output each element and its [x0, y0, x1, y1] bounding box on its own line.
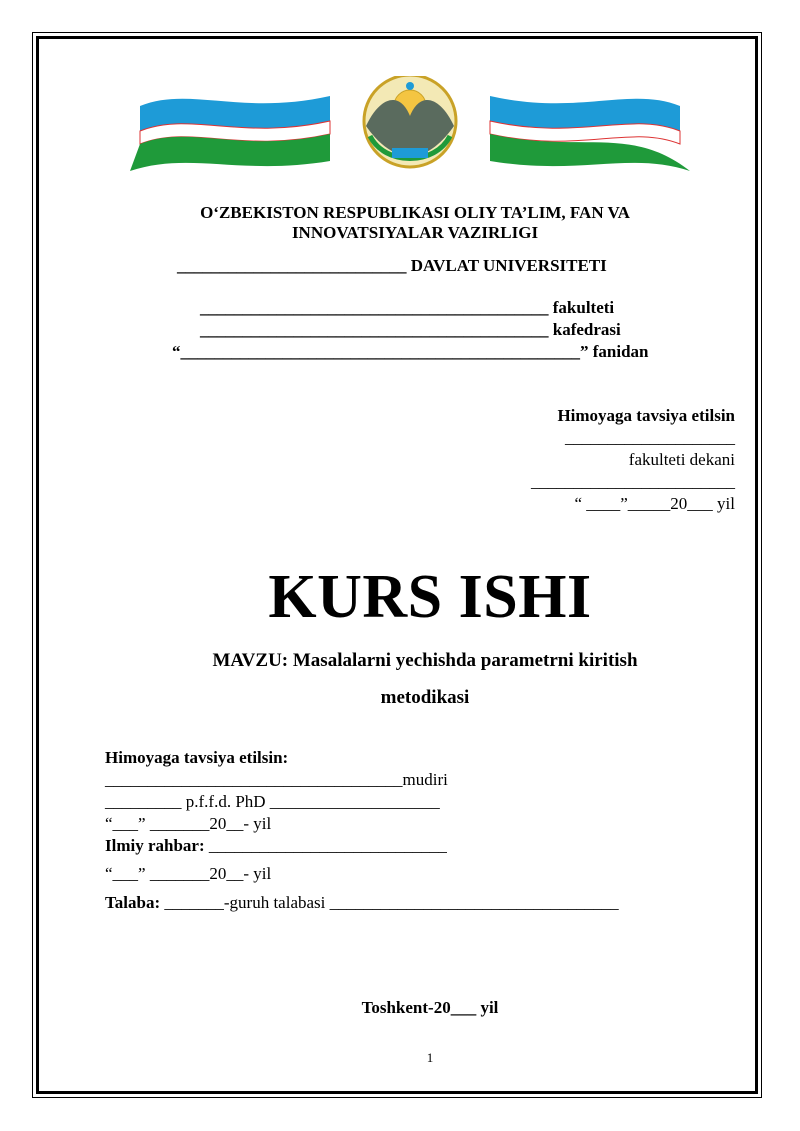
student-line: _______-guruh talabasi __________________________________ [160, 893, 619, 912]
dean-name-line: ________________________ [531, 472, 735, 491]
degree-line: _________ p.f.f.d. PhD ____________________ [105, 792, 440, 811]
topic-line-1: MAVZU: Masalalarni yechishda parametrni kiritish [212, 650, 638, 671]
approval-date-1: “___” _______20__- yil [105, 814, 272, 833]
state-emblem-banner-icon [130, 76, 690, 176]
page-number: 1 [426, 1050, 434, 1065]
dean-signature-line: ____________________ [565, 428, 735, 447]
coat-of-arms [364, 76, 456, 167]
ministry-line-1: O‘ZBEKISTON RESPUBLIKASI OLIY TA’LIM, FAN VA [200, 203, 630, 222]
student-label: Talaba: [105, 893, 161, 912]
document-title: KURS ISHI [268, 563, 592, 631]
approval-date: “ ____”_____20___ yil [574, 494, 735, 513]
left-flag [130, 96, 330, 171]
scientific-advisor-row [105, 836, 447, 856]
faculty-line: _________________________________________ fakulteti [200, 298, 615, 317]
right-flag [490, 96, 690, 171]
department-line: _________________________________________ kafedrasi [200, 320, 621, 339]
student-row [105, 893, 619, 913]
dean-role: fakulteti dekani [628, 450, 735, 469]
head-of-department-line: ___________________________________mudiri [105, 770, 448, 789]
topic-line-2: metodikasi [380, 687, 470, 708]
approval-heading: Himoyaga tavsiya etilsin [557, 406, 735, 425]
advisor-approval-heading: Himoyaga tavsiya etilsin: [105, 748, 289, 767]
place-and-year: Toshkent-20___ yil [361, 998, 499, 1017]
ministry-line-2: INNOVATSIYALAR VAZIRLIGI [291, 223, 539, 242]
university-line: ___________________________ DAVLAT UNIVERSITETI [177, 256, 607, 275]
advisor-line: ____________________________ [204, 836, 447, 855]
subject-line: “_______________________________________________” fanidan [172, 342, 649, 361]
advisor-label: Ilmiy rahbar: [105, 836, 205, 855]
approval-date-2: “___” _______20__- yil [105, 864, 272, 883]
